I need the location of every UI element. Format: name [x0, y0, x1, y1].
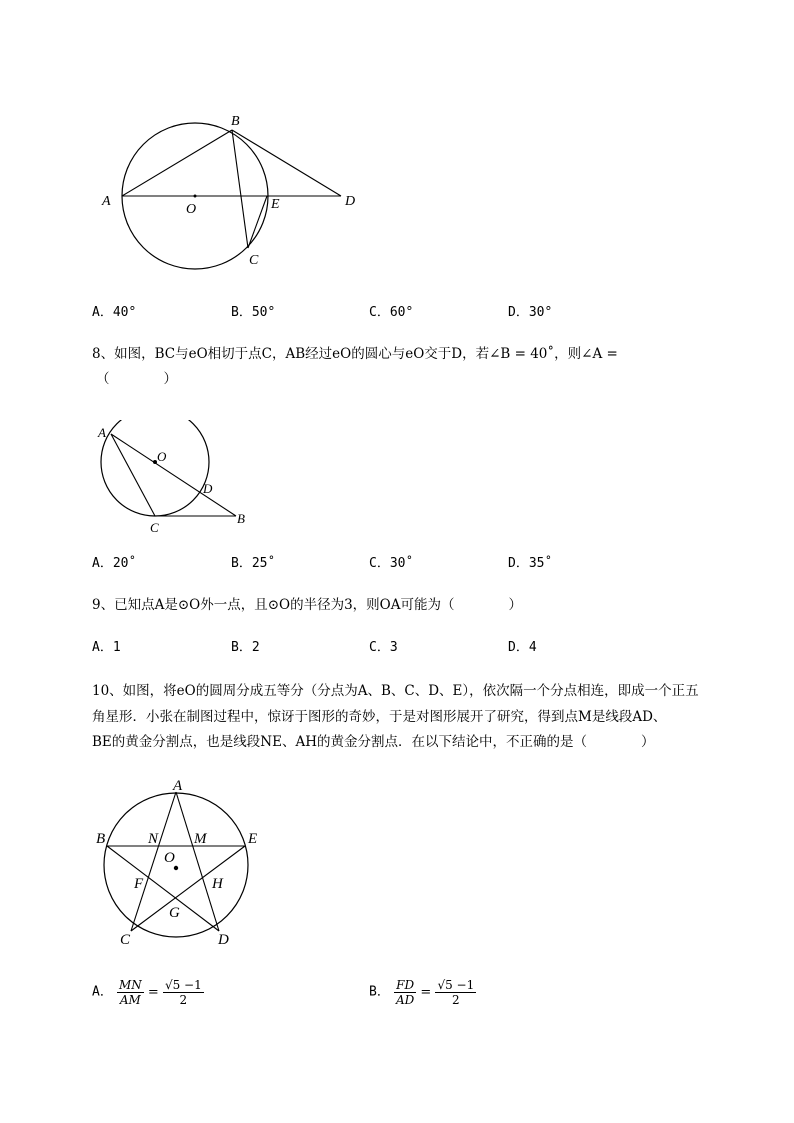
q8-option-b: B．25˚ — [231, 556, 276, 571]
q8-label-d: D — [203, 481, 213, 496]
q7-option-b: B．50° — [231, 305, 276, 320]
q7-line-bc — [232, 130, 248, 248]
q7-option-d: D．30° — [508, 305, 553, 320]
q10-figure — [92, 772, 267, 950]
q8-figure — [95, 420, 255, 538]
q10-label-f: F — [134, 876, 144, 892]
q10-option-b-prefix: B． — [369, 984, 390, 1000]
q8-option-c: C．30˚ — [369, 556, 414, 571]
q10-option-b-result — [435, 978, 476, 1007]
q8-label-b: B — [237, 511, 245, 526]
q10-stem-line2: 角星形．小张在制图过程中，惊讶于图形的奇妙，于是对图形展开了研究，得到点M是线段AD、 — [92, 709, 667, 725]
q8-label-o: O — [157, 449, 167, 464]
q8-label-c: C — [150, 520, 159, 535]
q10-label-n: N — [148, 831, 159, 847]
q10-label-d: D — [218, 932, 229, 948]
q9-option-a: A．1 — [92, 640, 121, 655]
q10-label-o: O — [164, 850, 175, 866]
q9-option-c: C．3 — [369, 640, 398, 655]
q10-option-a-prefix: A． — [92, 984, 113, 1000]
q9-stem: 9、已知点A是⊙O外一点，且⊙O的半径为3，则OA可能为（ ） — [92, 597, 523, 613]
q7-label-a: A — [102, 194, 111, 209]
q10-option-a-eq: = — [147, 985, 159, 1000]
q8-line-ac — [111, 434, 155, 516]
q7-option-a: A．40° — [92, 305, 137, 320]
q7-label-c: C — [249, 253, 259, 268]
q7-line-ab — [122, 130, 232, 196]
q10-option-a-rden: 2 — [179, 993, 188, 1007]
q10-line-bd — [107, 846, 219, 931]
q10-label-c: C — [120, 932, 131, 948]
q10-line-ad — [176, 792, 219, 931]
q10-option-b-num: FD — [394, 978, 416, 993]
q10-option-a-result — [163, 978, 204, 1007]
q10-center-dot — [174, 866, 178, 870]
q10-label-g: G — [169, 905, 180, 921]
q7-center-dot — [194, 195, 197, 198]
q10-stem-line3: BE的黄金分割点，也是线段NE、AH的黄金分割点．在以下结论中，不正确的是（ ） — [92, 734, 655, 750]
q8-line-ab — [111, 434, 236, 516]
q8-option-a: A．20˚ — [92, 556, 137, 571]
q7-option-c: C．60° — [369, 305, 414, 320]
q10-label-a: A — [173, 778, 183, 794]
q7-label-e: E — [271, 197, 280, 212]
q7-label-o: O — [186, 202, 197, 217]
q7-label-d: D — [345, 194, 356, 209]
q10-option-a-num: MN — [118, 978, 142, 992]
q10-label-b: B — [96, 831, 106, 847]
q9-option-b: B．2 — [231, 640, 260, 655]
q10-option-b-fraction — [394, 978, 416, 1007]
q10-label-m: M — [194, 831, 207, 847]
q8-label-a: A — [98, 425, 106, 440]
q7-label-b: B — [231, 114, 240, 129]
q10-option-b-den: AD — [395, 993, 415, 1007]
q10-label-h: H — [212, 876, 223, 892]
q8-circle — [101, 420, 209, 516]
q8-stem-line2: （ ） — [96, 371, 177, 387]
q10-option-b-eq: = — [420, 985, 432, 1000]
q10-stem-line1: 10、如图，将eO的圆周分成五等分（分点为A、B、C、D、E），依次隔一个分点相连，即成一个正五 — [92, 683, 699, 699]
q10-option-b-rnum: √5 −1 — [437, 978, 475, 992]
q10-option-a — [92, 978, 204, 1007]
q10-option-a-rnum: √5 −1 — [164, 978, 202, 992]
q7-line-bd — [232, 130, 341, 196]
q7-line-ce — [248, 196, 267, 248]
q8-option-d: D．35˚ — [508, 556, 553, 571]
q9-option-d: D．4 — [508, 640, 537, 655]
q10-option-a-fraction — [117, 978, 144, 1007]
q10-option-a-den: AM — [119, 993, 141, 1007]
q10-option-b-rden: 2 — [452, 993, 460, 1007]
q10-label-e: E — [248, 831, 258, 847]
q8-stem-line1: 8、如图，BC与eO相切于点C，AB经过eO的圆心与eO交于D，若∠B = 40˚，则∠A = — [92, 346, 618, 362]
q10-option-b — [369, 978, 476, 1007]
q7-figure — [95, 108, 365, 273]
q10-line-ec — [131, 846, 245, 931]
